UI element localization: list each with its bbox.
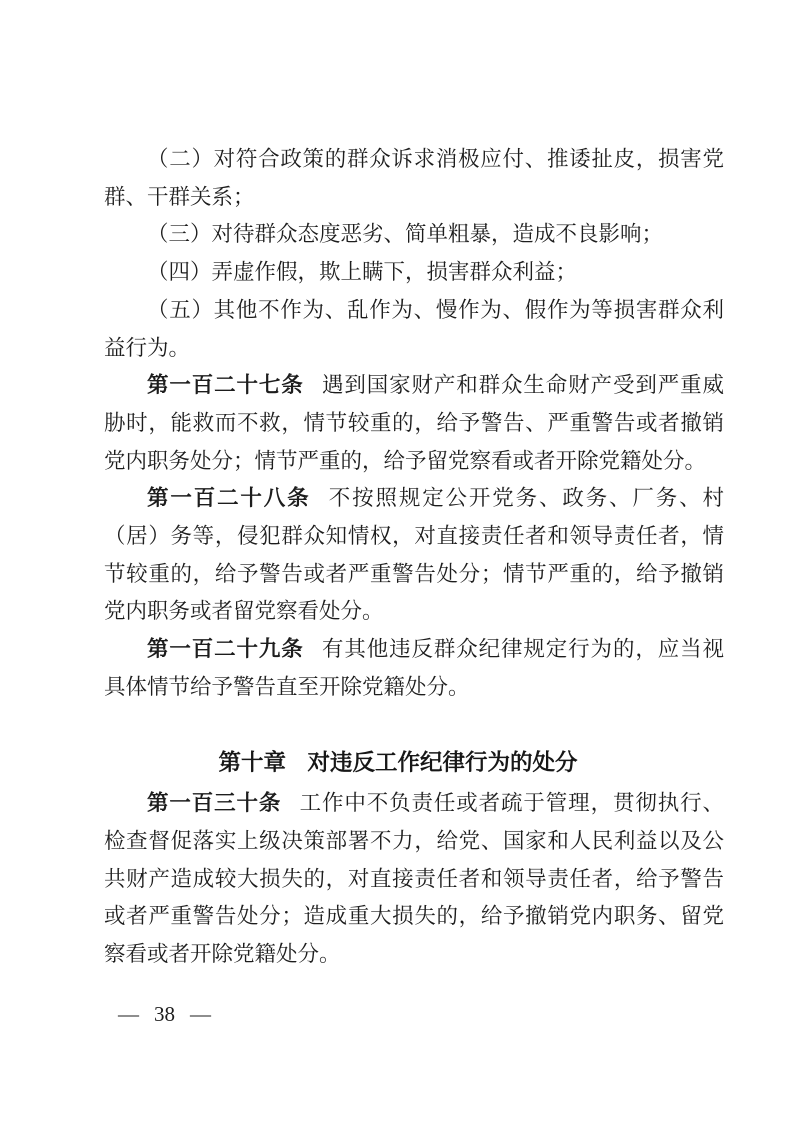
article-128-paragraph (104, 480, 724, 631)
article-127-number: 第一百二十七条 (147, 373, 304, 398)
footer-right-dash: — (190, 1002, 211, 1026)
article-127-text: 遇到国家财产和群众生命财产受到严重威胁时，能救而不救，情节较重的，给予警告、严重警告或者撤销党内职务处分；情节严重的，给予留党察看或者开除党籍处分。 (104, 373, 724, 473)
article-129-number: 第一百二十九条 (147, 637, 304, 662)
article-129-text: 有其他违反群众纪律规定行为的，应当视具体情节给予警告直至开除党籍处分。 (104, 637, 724, 699)
article-128-text: 不按照规定公开党务、政务、厂务、村（居）务等，侵犯群众知情权，对直接责任者和领导责任者，情节较重的，给予警告或者严重警告处分；情节严重的，给予撤销党内职务或者留党察看处分。 (104, 486, 724, 624)
page-number-footer (118, 1001, 211, 1027)
chapter-number: 第十章 (218, 749, 287, 775)
document-content (104, 141, 724, 974)
chapter-heading (104, 744, 692, 782)
clause-paragraph-3: （三）对待群众态度恶劣、简单粗暴，造成不良影响； (147, 222, 664, 247)
clause-paragraph-4: （四）弄虚作假，欺上瞒下，损害群众利益； (147, 260, 578, 285)
clause-paragraph-5: （五）其他不作为、乱作为、慢作为、假作为等损害群众利益行为。 (104, 297, 724, 360)
clause-paragraph-2: （二）对符合政策的群众诉求消极应付、推诿扯皮，损害党群、干群关系； (104, 147, 724, 209)
article-129-paragraph (104, 631, 724, 706)
footer-left-dash: — (118, 1002, 139, 1026)
page-number: 38 (154, 1002, 175, 1026)
chapter-title: 对违反工作纪律行为的处分 (307, 749, 578, 775)
article-128-number: 第一百二十八条 (147, 486, 311, 511)
article-130-text: 工作中不负责任或者疏于管理，贯彻执行、检查督促落实上级决策部署不力，给党、国家和人民利益以及公共财产造成较大损失的，对直接责任者和领导责任者，给予警告或者严重警告处分；造成重大损失的，给予撤销党内职务、留党察看或者开除党籍处分。 (104, 791, 724, 967)
article-127-paragraph (104, 367, 724, 480)
article-130-paragraph (104, 785, 724, 974)
article-130-number: 第一百三十条 (147, 791, 282, 816)
